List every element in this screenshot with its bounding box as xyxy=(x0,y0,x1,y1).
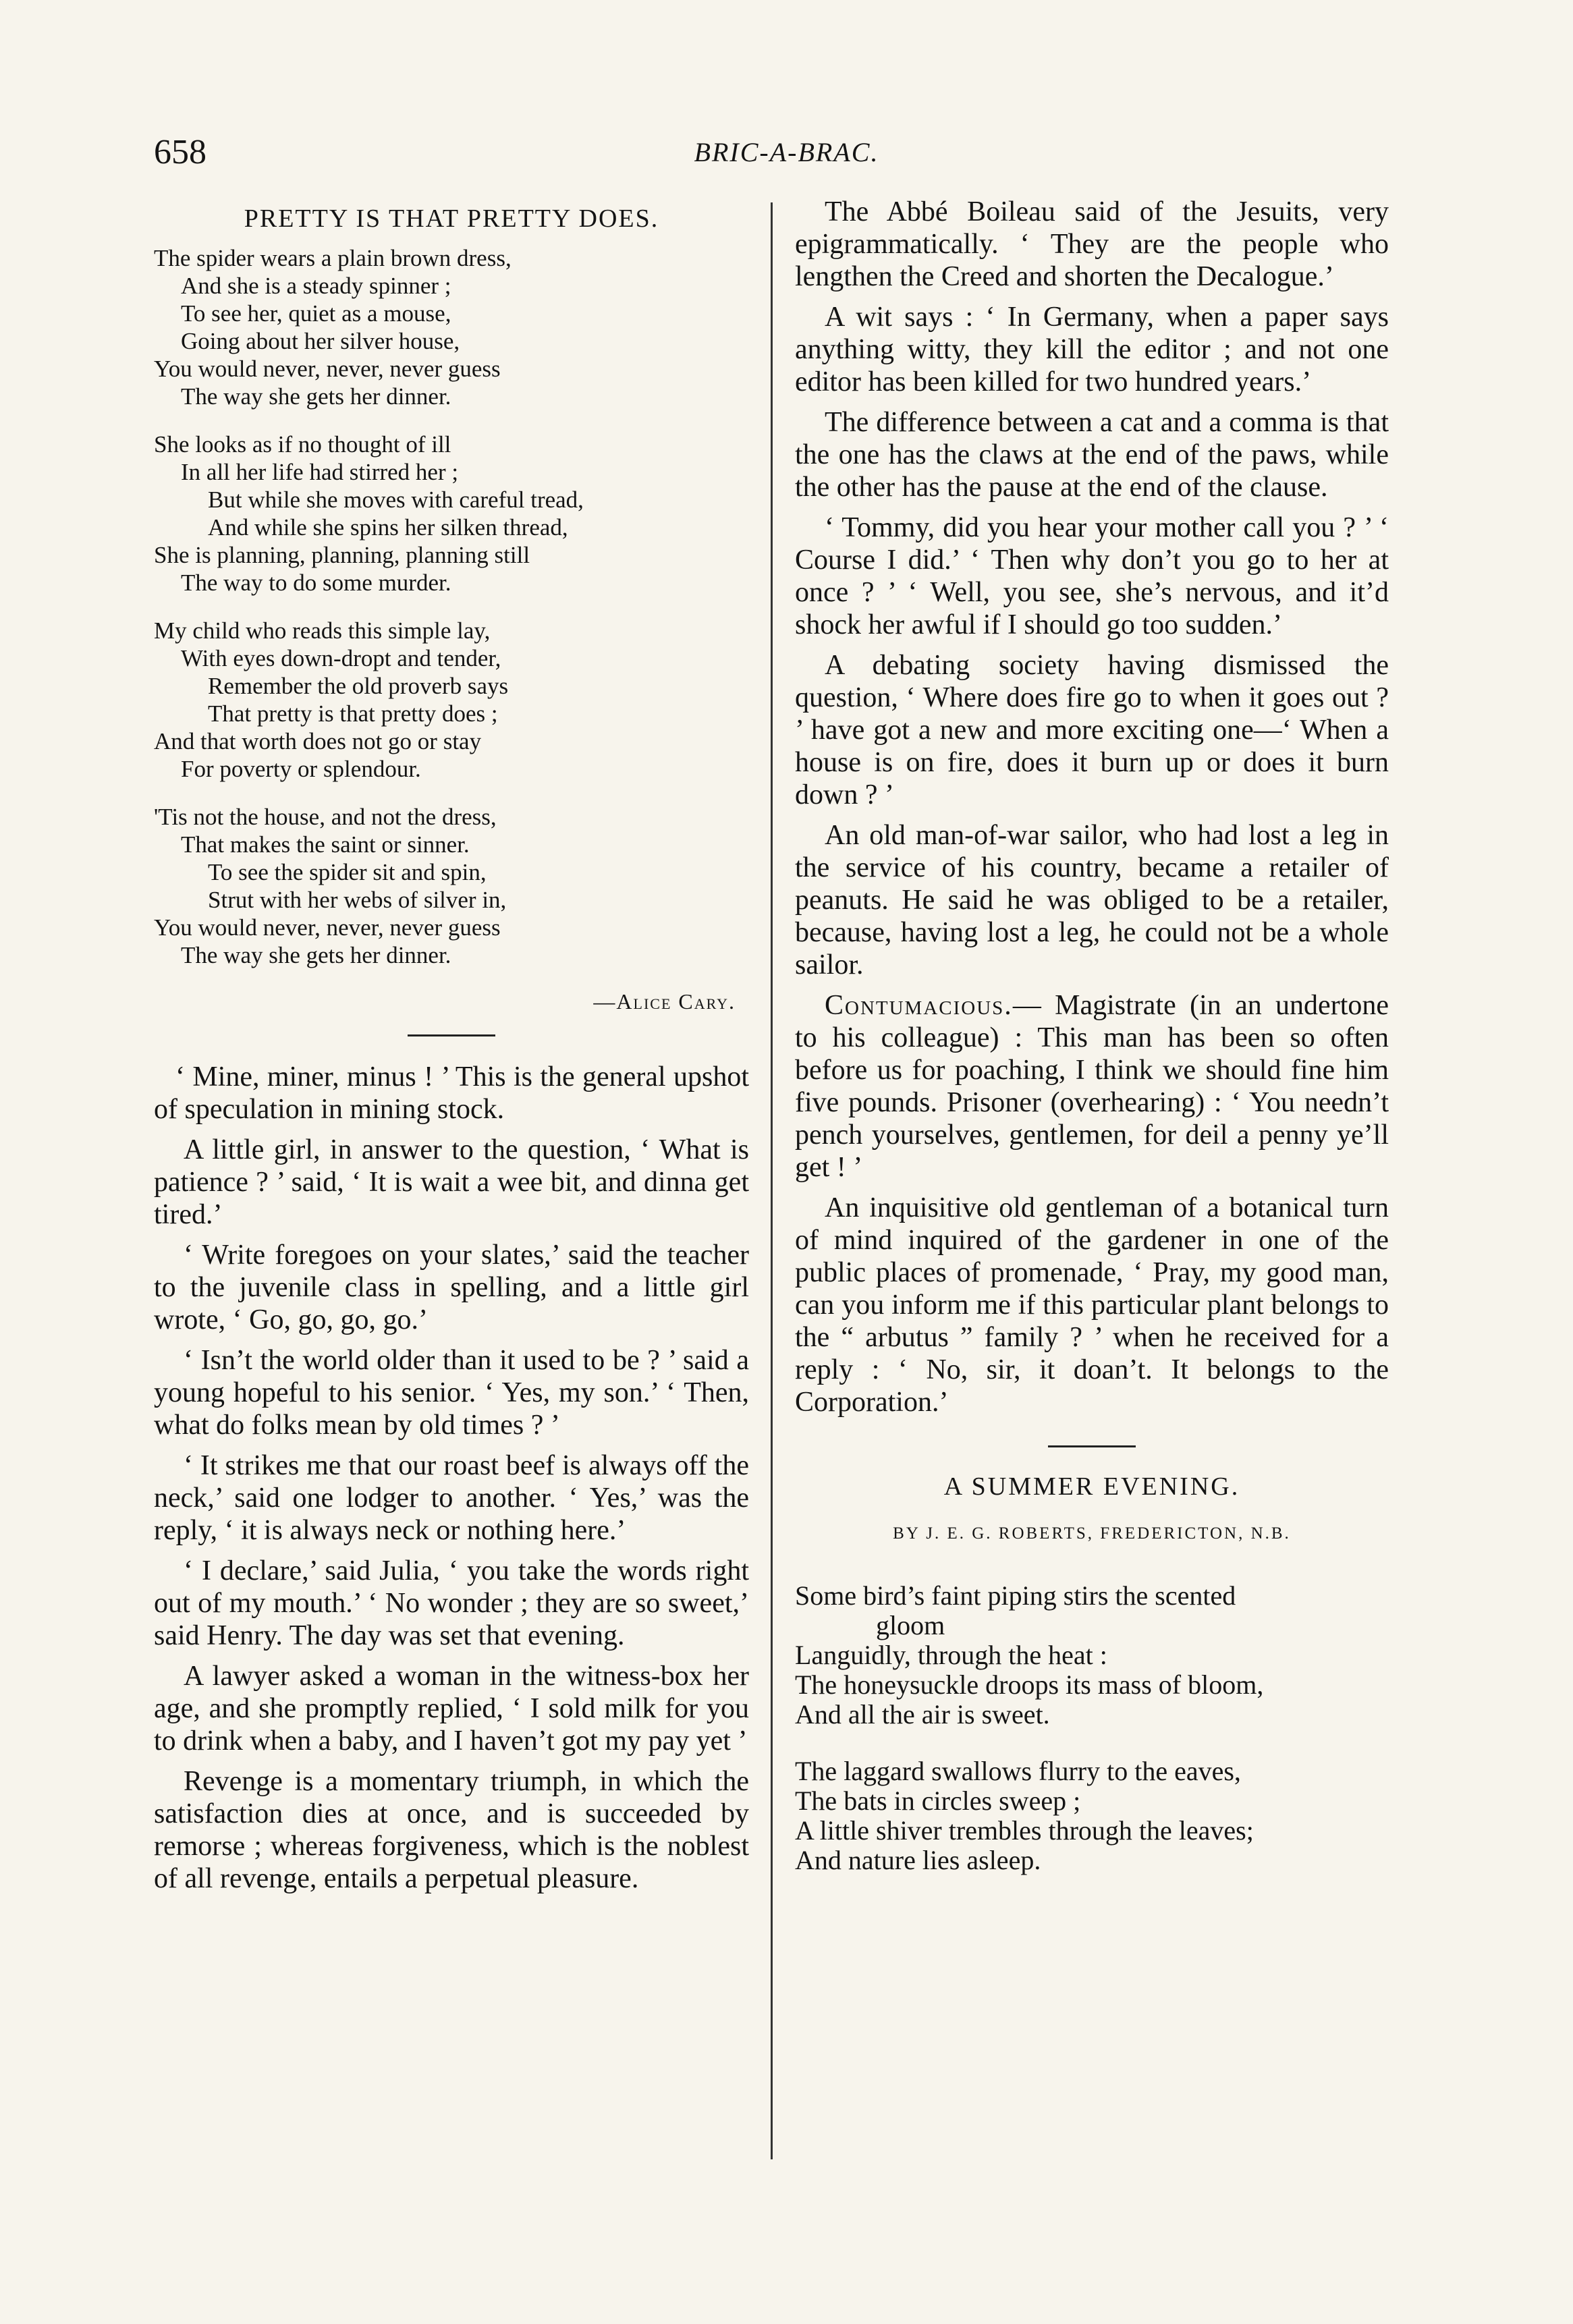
section-divider xyxy=(408,1034,495,1036)
verse-line: To see the spider sit and spin, xyxy=(208,859,487,885)
paragraph: An old man-of-war sailor, who had lost a leg in the service of his country, became a retailer of peanuts. He said he was obliged to be a retailer, because, having lost a leg, he could not be a whole sailor. xyxy=(795,820,1389,980)
verse-line: But while she moves with careful tread, xyxy=(208,487,584,513)
column-rule xyxy=(771,202,773,2159)
poem-signature: —Alice Cary. xyxy=(593,989,736,1014)
verse-line: You would never, never, never guess xyxy=(154,356,501,382)
stanza xyxy=(154,803,749,969)
right-column xyxy=(795,196,1389,1902)
paragraph: Revenge is a momentary triumph, in which the satisfaction dies at once, and is succeeded by remorse ; whereas forgiveness, which is the noblest of all revenge, entails a perpetual pleasure. xyxy=(154,1766,749,1894)
page-number: 658 xyxy=(154,133,206,171)
paragraph: An inquisitive old gentleman of a botanical turn of mind inquired of the gardener in one of the public places of promenade, ‘ Pray, my good man, can you inform me if this particular plant belongs to the “ arbutus ” family ? ’ when he received for a reply : ‘ No, sir, it doan’t. It belongs to the Corporation.’ xyxy=(795,1192,1389,1418)
poem-title: A SUMMER EVENING. xyxy=(943,1472,1240,1501)
verse-line: She is planning, planning, planning still xyxy=(154,542,530,568)
verse-line: The honeysuckle droops its mass of bloom, xyxy=(795,1669,1264,1700)
verse-line: My child who reads this simple lay, xyxy=(154,617,491,644)
paragraph: ‘ Mine, miner, minus ! ’ This is the general upshot of speculation in mining stock. xyxy=(154,1061,749,1125)
paragraph: ‘ I declare,’ said Julia, ‘ you take the words right out of my mouth.’ ‘ No wonder ; they are so sweet,’ said Henry. The day was set that evening. xyxy=(154,1555,749,1651)
running-head: BRIC-A-BRAC. xyxy=(694,137,879,167)
verse-line: The bats in circles sweep ; xyxy=(795,1786,1081,1816)
verse-line: And nature lies asleep. xyxy=(795,1845,1041,1875)
paragraph: The difference between a cat and a comma is that the one has the claws at the end of the paws, while the other has the pause at the end of the clause. xyxy=(795,407,1389,503)
verse-line: She looks as if no thought of ill xyxy=(154,431,451,458)
verse-line: The laggard swallows flurry to the eaves, xyxy=(795,1756,1241,1786)
verse-line: The way to do some murder. xyxy=(181,570,451,596)
verse-line: And all the air is sweet. xyxy=(795,1699,1050,1730)
verse-line: The way she gets her dinner. xyxy=(181,942,451,968)
stanza xyxy=(795,1581,1389,1730)
poem-byline: BY J. E. G. ROBERTS, FREDERICTON, N.B. xyxy=(893,1524,1291,1543)
verse-line: To see her, quiet as a mouse, xyxy=(181,300,451,327)
poem-title: PRETTY IS THAT PRETTY DOES. xyxy=(244,204,659,233)
left-column xyxy=(154,196,749,1903)
stanza xyxy=(154,244,749,410)
paragraph-body: — Magistrate (in an undertone to his colleague) : This man has been so often before us for poaching, I think we should fine him five pounds. Prisoner (overhearing) : ‘ You needn’t pench yourselves, gentlemen, for deil a penny ye’ll get ! ’ xyxy=(795,990,1389,1183)
paragraph: A wit says : ‘ In Germany, when a paper says anything witty, they kill the editor ; and not one editor has been killed for two hundred years.’ xyxy=(795,302,1389,397)
stanza xyxy=(795,1756,1389,1875)
paragraph: A lawyer asked a woman in the witness-box her age, and she promptly replied, ‘ I sold milk for you to drink when a baby, and I haven’t got my pay yet ’ xyxy=(154,1661,749,1756)
verse-line: And while she spins her silken thread, xyxy=(208,514,568,541)
stanza xyxy=(154,431,749,597)
verse-line: Remember the old proverb says xyxy=(208,673,509,699)
verse-line: For poverty or splendour. xyxy=(181,756,421,782)
verse-line: The way she gets her dinner. xyxy=(181,383,451,410)
paragraph: ‘ Write foregoes on your slates,’ said the teacher to the juvenile class in spelling, and a little girl wrote, ‘ Go, go, go, go.’ xyxy=(154,1240,749,1335)
paragraph-lead: Contumacious. xyxy=(825,990,1013,1021)
verse-line: Languidly, through the heat : xyxy=(795,1640,1107,1670)
verse-line: Going about her silver house, xyxy=(181,328,460,354)
verse-line: The spider wears a plain brown dress, xyxy=(154,245,512,271)
paragraph-contumacious xyxy=(795,989,1389,1184)
verse-line: That makes the saint or sinner. xyxy=(181,831,470,858)
paragraph: The Abbé Boileau said of the Jesuits, very epigrammatically. ‘ They are the people who lengthen the Creed and shorten the Decalogue.’ xyxy=(795,196,1389,292)
stanza xyxy=(154,617,749,783)
verse-line: In all her life had stirred her ; xyxy=(181,459,459,485)
paragraph: A debating society having dismissed the question, ‘ Where does fire go to when it goes out ? ’ have got a new and more exciting one—‘ When a house is on fire, does it burn up or does it burn down ? ’ xyxy=(795,650,1389,810)
verse-line: And that worth does not go or stay xyxy=(154,728,482,754)
verse-line: 'Tis not the house, and not the dress, xyxy=(154,804,497,830)
verse-line: You would never, never, never guess xyxy=(154,914,501,941)
paragraph: ‘ It strikes me that our roast beef is always off the neck,’ said one lodger to another. ‘ Yes,’ was the reply, ‘ it is always neck or nothing here.’ xyxy=(154,1450,749,1546)
paragraph: A little girl, in answer to the question, ‘ What is patience ? ’ said, ‘ It is wait a wee bit, and dinna get tired.’ xyxy=(154,1134,749,1230)
verse-line: Strut with her webs of silver in, xyxy=(208,887,507,913)
verse-line: And she is a steady spinner ; xyxy=(181,273,451,299)
verse-line: A little shiver trembles through the leaves; xyxy=(795,1815,1254,1846)
verse-line: Some bird’s faint piping stirs the scented xyxy=(795,1580,1236,1611)
verse-line: gloom xyxy=(876,1610,945,1640)
paragraph: ‘ Isn’t the world older than it used to be ? ’ said a young hopeful to his senior. ‘ Yes, my son.’ ‘ Then, what do folks mean by old times ? ’ xyxy=(154,1345,749,1441)
section-divider xyxy=(1048,1445,1136,1447)
verse-line: With eyes down-dropt and tender, xyxy=(181,645,501,671)
verse-line: That pretty is that pretty does ; xyxy=(208,700,498,727)
paragraph: ‘ Tommy, did you hear your mother call you ? ’ ‘ Course I did.’ ‘ Then why don’t you go to her at once ? ’ ‘ Well, you see, she’s nervous, and it’d shock her awful if I should go too sudden.’ xyxy=(795,512,1389,640)
